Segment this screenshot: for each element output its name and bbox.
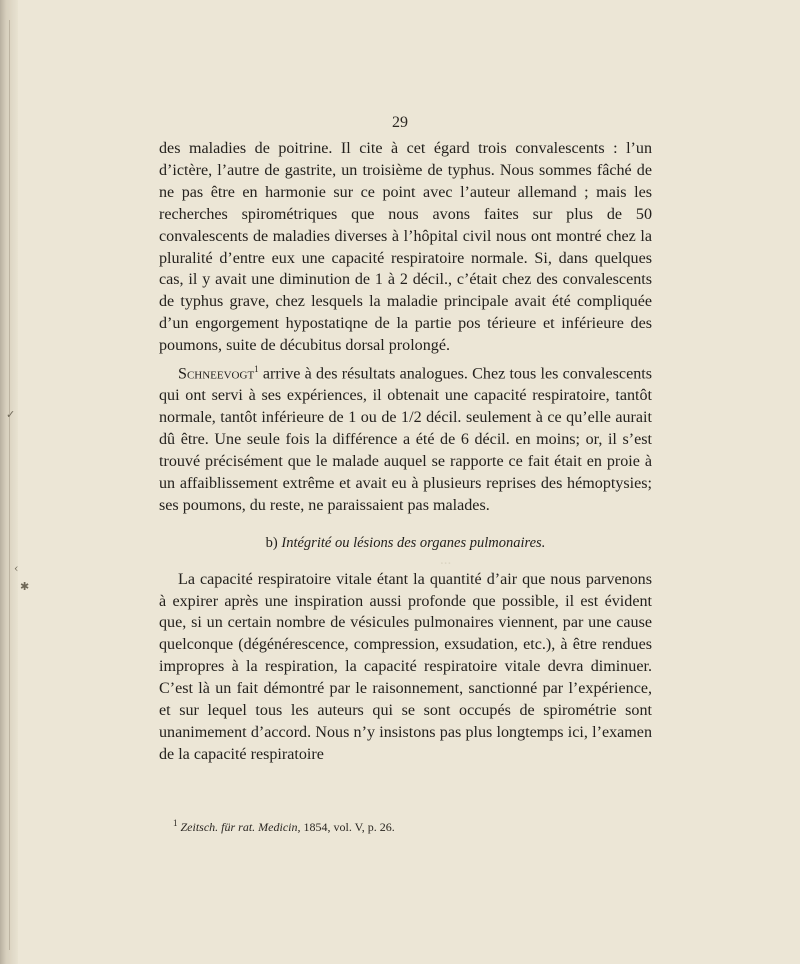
body-text [159,138,652,766]
margin-mark: ✱ [20,580,30,593]
footnote-details: 1854, vol. V, p. 26. [300,820,395,834]
section-letter: b) [265,534,278,551]
paragraph-2-text: arrive à des résultats analogues. Chez tous les convalescents qui ont servi à ses expériences, il obtenait une capacité respiratoire, tantôt normale, tantôt inférieure de 1 ou de 1/2 décil. seulement à ce qu’elle aurait dû être. Une seule fois la différence a été de 6 décil. en moins; or, il s’est trouvé précisément que le malade auquel se rapporte ce fait était en proie à un affaiblissement extrême et avait eu à plusieurs reprises des hémoptysies; ses poumons, du reste, ne paraissaient pas malades. [159,365,652,514]
footnote-reference: 1 [254,364,259,375]
footnote-journal: Zeitsch. für rat. Medicin, [180,820,301,834]
binding-edge [9,20,10,950]
margin-mark: ✓ [6,408,16,421]
page-number: 29 [392,114,408,131]
footnote-marker: 1 [173,818,178,828]
section-heading [159,533,652,555]
author-name: Schneevogt [178,365,255,383]
footnote [173,818,653,835]
paragraph-1: des maladies de poitrine. Il cite à cet égard trois convalescents : l’un d’ictère, l’autre de gastrite, un troisième de typhus. Nous sommes fâché de ne pas être en harmonie sur ce point avec l’auteur allemand ; mais les recherches spirométriques que nous avons faites sur plus de 50 convalescents de maladies diverses à l’hôpital civil nous ont montré chez la pluralité d’entre eux une capacité respiratoire normale. Si, dans quelques cas, il y avait une diminution de 1 à 2 décil., c’était chez des convalescents de typhus grave, chez lesquels la maladie principale avait été compliquée d’un engorgement hypostatiqne de la partie pos térieure et inférieure des poumons, suite de décubitus dorsal prolongé. [159,140,652,355]
paragraph-3: La capacité respiratoire vitale étant la quantité d’air que nous parvenons à expirer après une inspiration aussi profonde que possible, il est évident que, si un certain nombre de vésicules pulmonaires viennent, par une cause quelconque (dégénérescence, compression, exsudation, etc.), à être rendues impropres à la respiration, la capacité respiratoire vitale devra diminuer. C’est là un fait démontré par le raisonnement, sanctionné par l’expérience, et sur lequel tous les auteurs qui se sont occupés de spirométrie sont unanimement d’accord. Nous n’y insistons pas plus longtemps ici, l’examen de la capacité respiratoire [159,570,652,763]
margin-mark: ‹ [14,562,19,575]
paragraph-2 [159,359,652,517]
show-through-text: ... [440,552,452,568]
section-title: Intégrité ou lésions des organes pulmonaires. [281,534,546,551]
